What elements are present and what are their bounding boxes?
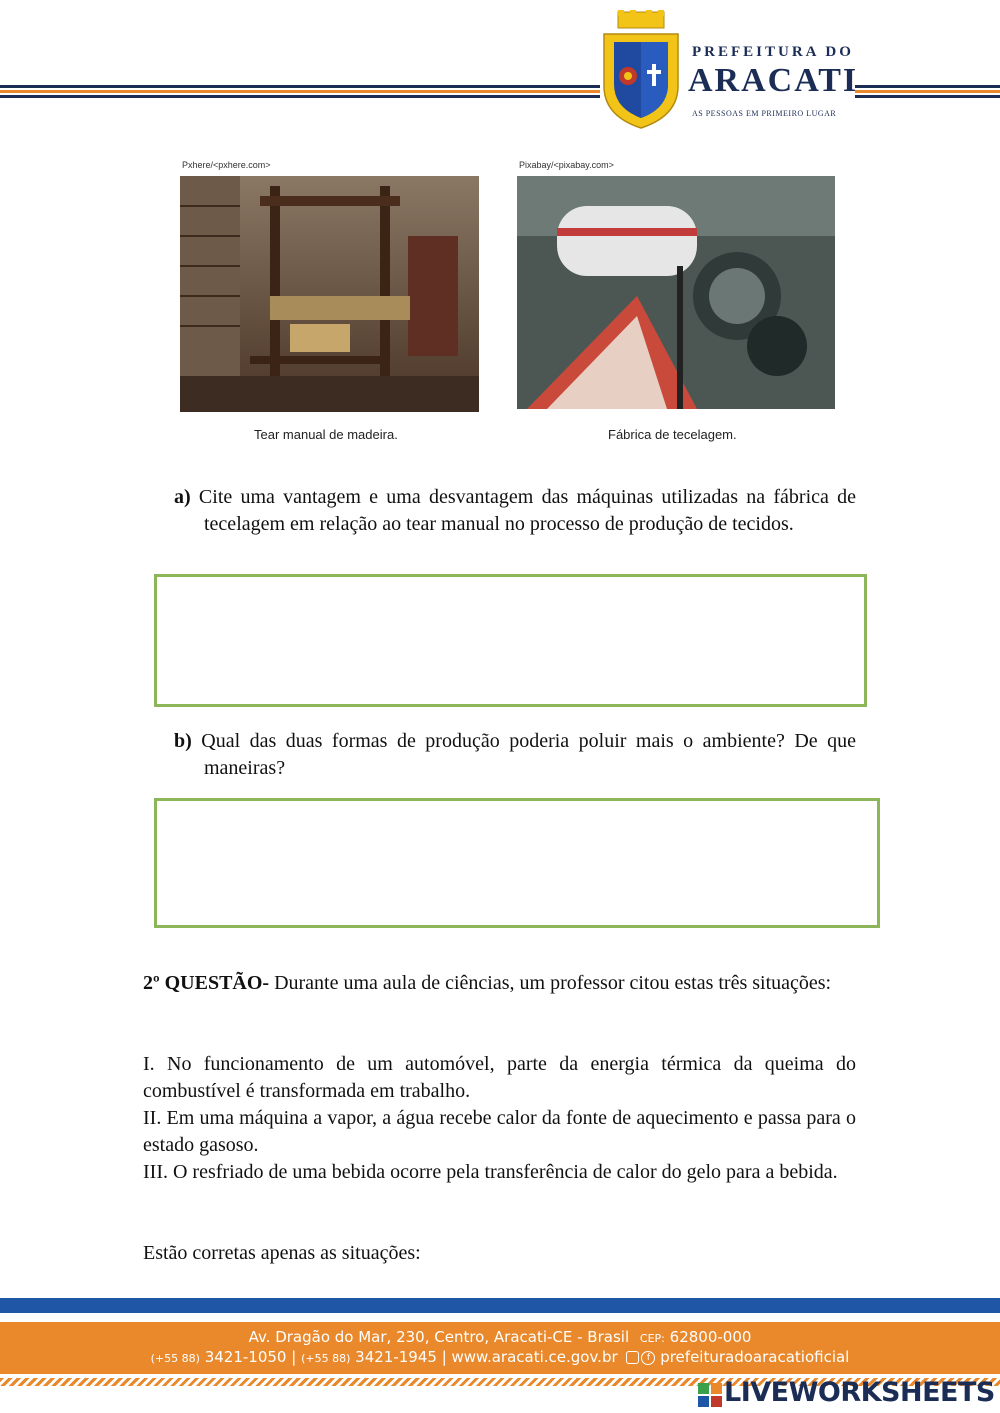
answer-box-a[interactable] xyxy=(154,574,867,707)
header-stripe-navy-2 xyxy=(0,95,600,98)
header-stripe-right-navy-2 xyxy=(855,95,1000,98)
footer-orange-band xyxy=(0,1322,1000,1374)
situation-item-3: III. O resfriado de uma bebida ocorre pela transferência de calor do gelo para a bebida. xyxy=(143,1161,838,1183)
header-title-line2: ARACATI xyxy=(688,62,859,99)
image-credit-left: Pxhere/<pxhere.com> xyxy=(182,160,271,170)
question-2-intro-text: Durante uma aula de ciências, um professor citou estas três situações: xyxy=(274,972,832,994)
weaving-factory-photo xyxy=(517,176,835,409)
header-stripe-right-navy xyxy=(855,85,1000,88)
question-2-intro xyxy=(143,970,856,997)
image-credit-right: Pixabay/<pixabay.com> xyxy=(519,160,614,170)
footer-cep: 62800-000 xyxy=(669,1328,752,1346)
liveworksheets-logo-icon xyxy=(698,1383,722,1407)
header-stripe-navy xyxy=(0,85,600,88)
header-tagline: AS PESSOAS EM PRIMEIRO LUGAR xyxy=(692,109,837,118)
liveworksheets-watermark: LIVEWORKSHEETS xyxy=(724,1377,995,1408)
question-b-label: b) xyxy=(174,730,192,752)
header-stripe-orange xyxy=(0,90,600,93)
footer-phone2: 3421-1945 xyxy=(355,1348,437,1366)
question-b xyxy=(174,728,856,782)
footer-website[interactable]: www.aracati.ce.gov.br xyxy=(451,1348,618,1366)
footer-blue-band xyxy=(0,1298,1000,1313)
situation-item-2: II. Em uma máquina a vapor, a água recebe calor da fonte de aquecimento e passa para o estado gasoso. xyxy=(143,1107,856,1156)
question-2-closing: Estão corretas apenas as situações: xyxy=(143,1242,421,1264)
situation-list xyxy=(143,1051,856,1186)
instagram-icon xyxy=(626,1351,639,1364)
image-caption-right: Fábrica de tecelagem. xyxy=(608,427,737,442)
question-a xyxy=(174,484,856,538)
answer-box-b[interactable] xyxy=(154,798,880,928)
question-a-label: a) xyxy=(174,486,191,508)
footer-phone2-code: (+55 88) xyxy=(301,1352,351,1365)
footer-social[interactable]: prefeituradoaracatioficial xyxy=(660,1348,850,1366)
question-a-text: Cite uma vantagem e uma desvantagem das máquinas utilizadas na fábrica de tecelagem em relação ao tear manual no processo de produção de tecidos. xyxy=(198,486,857,535)
situation-item-1: I. No funcionamento de um automóvel, parte da energia térmica da queima do combustível é transformada em trabalho. xyxy=(143,1053,856,1102)
wooden-loom-photo xyxy=(180,176,479,412)
footer-address: Av. Dragão do Mar, 230, Centro, Aracati-CE - Brasil xyxy=(248,1328,630,1346)
footer-cep-label: CEP: xyxy=(639,1332,665,1345)
header-stripe-right-orange xyxy=(855,90,1000,93)
footer-phone1-code: (+55 88) xyxy=(150,1352,200,1365)
footer-address-line xyxy=(0,1328,1000,1346)
footer-phone1: 3421-1050 xyxy=(204,1348,287,1366)
facebook-icon: f xyxy=(641,1351,655,1365)
question-2-label: 2º QUESTÃO- xyxy=(143,972,270,994)
header-title-line1: PREFEITURA DO xyxy=(692,44,854,60)
aracati-coat-of-arms-logo xyxy=(598,8,684,130)
footer-contact-line: (+55 88) 3421-1050 | (+55 88) 3421-1945 | www.aracati.ce.gov.br f prefeituradoaracatioficial xyxy=(150,1348,850,1366)
question-b-text: Qual das duas formas de produção poderia poluir mais o ambiente? De que maneiras? xyxy=(201,730,856,779)
image-caption-left: Tear manual de madeira. xyxy=(254,427,398,442)
